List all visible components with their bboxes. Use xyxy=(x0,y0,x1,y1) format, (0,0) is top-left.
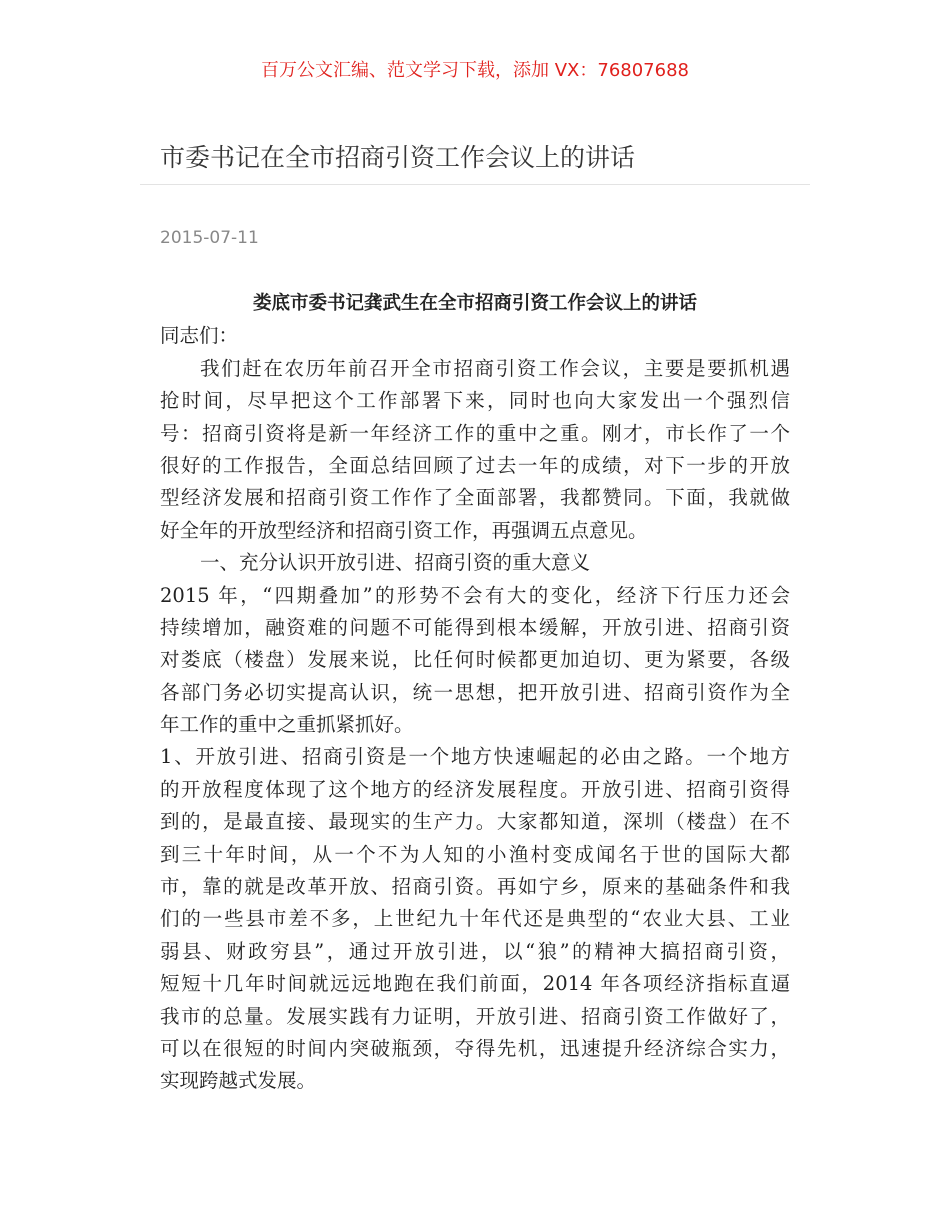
text-line: 年工作的重中之重抓紧抓好。 xyxy=(160,713,414,737)
text-line: 1、开放引进、招商引资是一个地方快速崛起的必由之路。一个地方 xyxy=(160,745,790,769)
promo-banner: 百万公文汇编、范文学习下载，添加 VX：76807688 xyxy=(261,60,689,81)
text-line: 实现跨越式发展。 xyxy=(160,1069,317,1093)
text-line: 持续增加，融资难的问题不可能得到根本缓解，开放引进、招商引资 xyxy=(160,615,790,639)
text-line: 很好的工作报告，全面总结回顾了过去一年的成绩，对下一步的开放 xyxy=(160,453,790,477)
title-divider xyxy=(140,184,810,185)
text-line: 们的一些县市差不多，上世纪九十年代还是典型的“农业大县、工业 xyxy=(160,907,790,931)
text-line: 好全年的开放型经济和招商引资工作，再强调五点意见。 xyxy=(160,518,648,542)
text-line: 我市的总量。发展实践有力证明，开放引进、招商引资工作做好了， xyxy=(160,1004,790,1028)
text-line: 弱县、财政穷县”，通过开放引进，以“狼”的精神大搞招商引资， xyxy=(160,939,790,963)
text-line: 的开放程度体现了这个地方的经济发展程度。开放引进、招商引资得 xyxy=(160,777,790,801)
text-line: 到三十年时间，从一个不为人知的小渔村变成闻名于世的国际大都 xyxy=(160,842,790,866)
paragraph xyxy=(160,353,790,547)
text-line: 我们赶在农历年前召开全市招商引资工作会议，主要是要抓机遇 xyxy=(200,356,790,380)
paragraphs xyxy=(160,320,790,1097)
text-line: 2015 年，“四期叠加”的形势不会有大的变化，经济下行压力还会 xyxy=(160,583,790,607)
text-line: 抢时间，尽早把这个工作部署下来，同时也向大家发出一个强烈信 xyxy=(160,389,790,413)
paragraph xyxy=(160,547,790,579)
text-line: 可以在很短的时间内突破瓶颈，夺得先机，迅速提升经济综合实力， xyxy=(160,1036,790,1060)
text-line: 号：招商引资将是新一年经济工作的重中之重。刚才，市长作了一个 xyxy=(160,421,790,445)
paragraph xyxy=(160,741,790,1097)
paragraph xyxy=(160,320,790,352)
text-line: 一、充分认识开放引进、招商引资的重大意义 xyxy=(200,551,591,575)
text-line: 短短十几年时间就远远地跑在我们前面，2014 年各项经济指标直逼 xyxy=(160,972,790,996)
text-line: 各部门务必切实提高认识，统一思想，把开放引进、招商引资作为全 xyxy=(160,680,790,704)
text-line: 型经济发展和招商引资工作作了全面部署，我都赞同。下面，我就做 xyxy=(160,486,790,510)
text-line: 同志们： xyxy=(160,324,239,348)
text-line: 对娄底（楼盘）发展来说，比任何时候都更加迫切、更为紧要，各级 xyxy=(160,648,790,672)
text-line: 到的，是最直接、最现实的生产力。大家都知道，深圳（楼盘）在不 xyxy=(160,810,790,834)
article-body xyxy=(160,288,790,1098)
speech-subtitle: 娄底市委书记龚武生在全市招商引资工作会议上的讲话 xyxy=(252,293,697,314)
publish-date: 2015-07-11 xyxy=(160,228,259,248)
text-line: 市，靠的就是改革开放、招商引资。再如宁乡，原来的基础条件和我 xyxy=(160,875,790,899)
paragraph xyxy=(160,580,790,742)
article-title: 市委书记在全市招商引资工作会议上的讲话 xyxy=(160,143,636,172)
